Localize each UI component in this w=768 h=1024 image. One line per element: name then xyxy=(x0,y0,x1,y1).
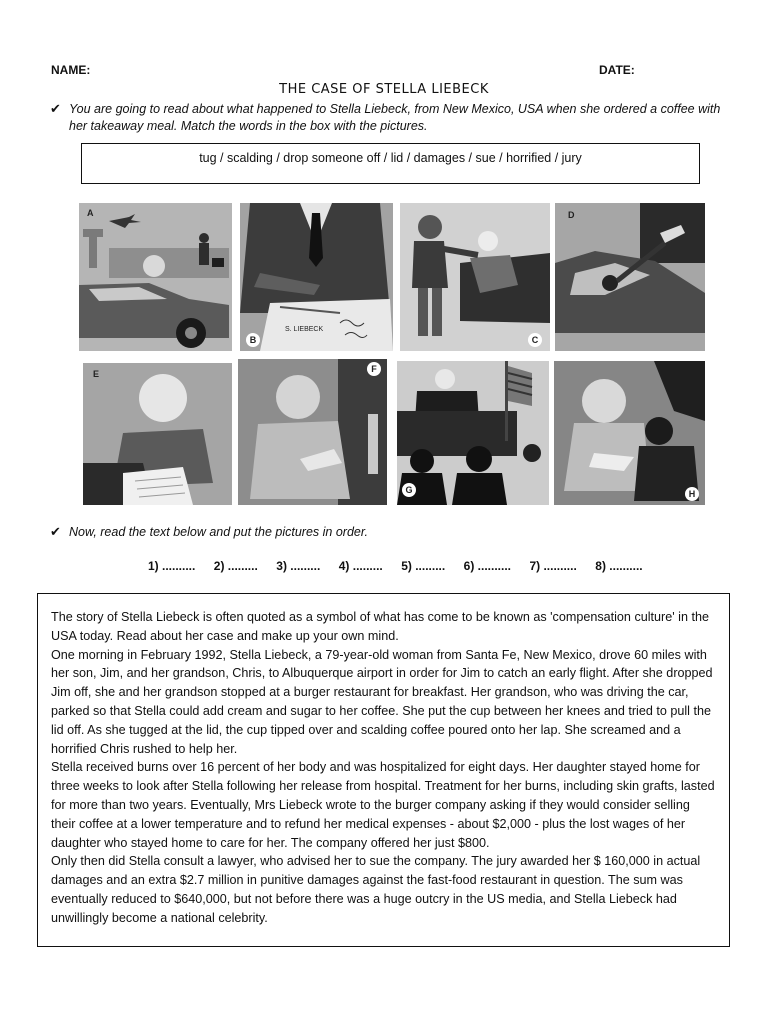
order-slot-2[interactable]: 2) ......... xyxy=(213,559,258,573)
picture-label: D xyxy=(568,210,575,220)
picture-d xyxy=(555,203,705,351)
checkmark-icon: ✔ xyxy=(50,101,61,116)
picture-c xyxy=(400,203,550,351)
order-row xyxy=(148,557,648,575)
picture-label: B xyxy=(246,333,260,347)
picture-label: C xyxy=(528,333,542,347)
instruction-match: You are going to read about what happened to Stella Liebeck, from New Mexico, USA when she ordered a coffee with her takeaway meal. Match the words in the box with the pictures. xyxy=(69,102,721,133)
story-paragraph: Only then did Stella consult a lawyer, who advised her to sue the company. The jury awarded her $ 160,000 in actual damages and an extra $2.7 million in punitive damages against the fast-food restaurant in question. The sum was eventually reduced to $640,000, but not before there was a huge outcry in the US media, and Stella Liebeck had unwillingly become a national celebrity. xyxy=(51,854,701,925)
picture-label: H xyxy=(685,487,699,501)
woman-burned-scene-icon xyxy=(238,359,387,505)
order-slot-3[interactable]: 3) ......... xyxy=(276,559,321,573)
picture-label: A xyxy=(87,208,94,218)
coffee-spill-car-scene-icon xyxy=(554,361,705,505)
order-slot-5[interactable]: 5) ......... xyxy=(401,559,446,573)
order-slot-4[interactable]: 4) ......... xyxy=(338,559,383,573)
picture-g xyxy=(397,361,549,505)
lawyer-documents-scene-icon xyxy=(240,203,393,351)
order-slot-8[interactable]: 8) .......... xyxy=(595,559,643,573)
name-label: NAME: xyxy=(51,63,91,77)
picture-label: E xyxy=(93,369,100,379)
checkmark-icon: ✔ xyxy=(50,524,61,539)
picture-label: G xyxy=(402,483,416,497)
picture-a xyxy=(79,203,232,351)
story-box xyxy=(37,593,730,947)
picture-f xyxy=(238,359,387,505)
picture-label: F xyxy=(367,362,381,376)
picture-e xyxy=(83,363,232,505)
page-title: THE CASE OF STELLA LIEBECK xyxy=(279,82,489,97)
story-paragraph: Stella received burns over 16 percent of her body and was hospitalized for eight days. Her daughter stayed home for three weeks to look after Stella following her release from hospital. Treatment for her burns, including skin grafts, lasted for more than two years. Eventually, Mrs Liebeck wrote to the burger company asking if they would consider selling their coffee at a lower temperature and to refund her medical expenses - about $2,000 - plus the lost wages of her daughter who stayed home to care for her. The company offered her just $800. xyxy=(51,760,715,850)
instruction-order: Now, read the text below and put the pictures in order. xyxy=(69,525,369,539)
order-slot-7[interactable]: 7) .......... xyxy=(529,559,577,573)
helping-woman-scene-icon xyxy=(400,203,550,351)
document-signature: S. LIEBECK xyxy=(285,326,324,333)
date-label: DATE: xyxy=(599,63,635,77)
word-box xyxy=(81,143,700,184)
story-paragraph: One morning in February 1992, Stella Liebeck, a 79-year-old woman from Santa Fe, New Mexico, drove 60 miles with her son, Jim, and her grandson, Chris, to Albuquerque airport in order for Jim to catch an early flight. After she dropped Jim off, she and her grandson stopped at a burger restaurant for breakfast. Her grandson, who was driving the car, parked so that Stella could add cream and sugar to her coffee. She put the cup between her knees and tried to pull the lid off. As she tugged at the lid, the cup tipped over and scalding coffee poured onto her lap. She screamed and a horrified Chris rushed to help her. xyxy=(51,647,713,756)
picture-b xyxy=(240,203,393,351)
courtroom-judge-scene-icon xyxy=(397,361,549,505)
order-slot-6[interactable]: 6) .......... xyxy=(463,559,512,573)
order-slot-1[interactable]: 1) .......... xyxy=(148,559,196,573)
picture-h xyxy=(554,361,705,505)
woman-writing-letter-scene-icon xyxy=(83,363,232,505)
word-list: tug / scalding / drop someone off / lid / damages / sue / horrified / jury xyxy=(199,151,582,165)
drive-through-scene-icon xyxy=(555,203,705,351)
story-paragraph: The story of Stella Liebeck is often quoted as a symbol of what has come to be known as 'compensation culture' in the USA today. Read about her case and make up your own mind. xyxy=(51,610,709,643)
airport-car-scene-icon xyxy=(79,203,232,351)
